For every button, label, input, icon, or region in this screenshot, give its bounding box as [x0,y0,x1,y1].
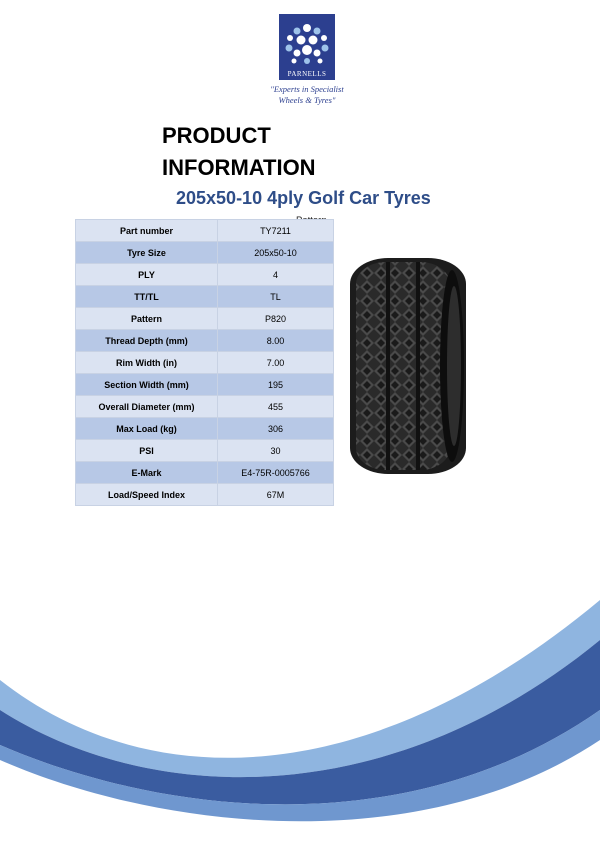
spec-row [76,220,334,242]
spec-row [76,418,334,440]
logo-tagline [257,84,357,106]
spec-value: TY7211 [218,220,334,242]
spec-label: Rim Width (in) [76,352,218,374]
page-title-line2: INFORMATION [162,155,316,180]
spec-value: 205x50-10 [218,242,334,264]
spec-row [76,308,334,330]
spec-label: Pattern [76,308,218,330]
spec-row [76,484,334,506]
spec-row [76,264,334,286]
logo-brand-text: PARNELLS [287,70,327,78]
spec-value: 455 [218,396,334,418]
spec-value: P820 [218,308,334,330]
spec-value: 7.00 [218,352,334,374]
spec-value: 4 [218,264,334,286]
spec-label: Overall Diameter (mm) [76,396,218,418]
parnells-logo [257,14,357,110]
spec-row [76,330,334,352]
spec-row [76,242,334,264]
spec-label: Load/Speed Index [76,484,218,506]
spec-table [75,219,334,506]
spec-label: Max Load (kg) [76,418,218,440]
logo-tagline-line2: Wheels & Tyres" [278,95,336,105]
spec-row [76,374,334,396]
spec-row [76,396,334,418]
logo-emblem [279,14,335,80]
spec-label: PSI [76,440,218,462]
spec-value: 306 [218,418,334,440]
decorative-swoosh [0,560,600,848]
product-subtitle: 205x50-10 4ply Golf Car Tyres [176,188,431,208]
spec-value: E4-75R-0005766 [218,462,334,484]
spec-row [76,440,334,462]
tyre-image [346,252,470,480]
spec-row [76,462,334,484]
spec-value: 67M [218,484,334,506]
spec-label: Tyre Size [76,242,218,264]
page-title [162,120,316,184]
spec-label: TT/TL [76,286,218,308]
spec-row [76,352,334,374]
spec-value: 195 [218,374,334,396]
spec-label: Thread Depth (mm) [76,330,218,352]
spec-label: Part number [76,220,218,242]
spec-label: Section Width (mm) [76,374,218,396]
page-title-line1: PRODUCT [162,123,271,148]
spec-label: PLY [76,264,218,286]
spec-value: 30 [218,440,334,462]
spec-label: E-Mark [76,462,218,484]
spec-value: TL [218,286,334,308]
logo-tagline-line1: "Experts in Specialist [270,84,344,94]
spec-value: 8.00 [218,330,334,352]
spec-row [76,286,334,308]
